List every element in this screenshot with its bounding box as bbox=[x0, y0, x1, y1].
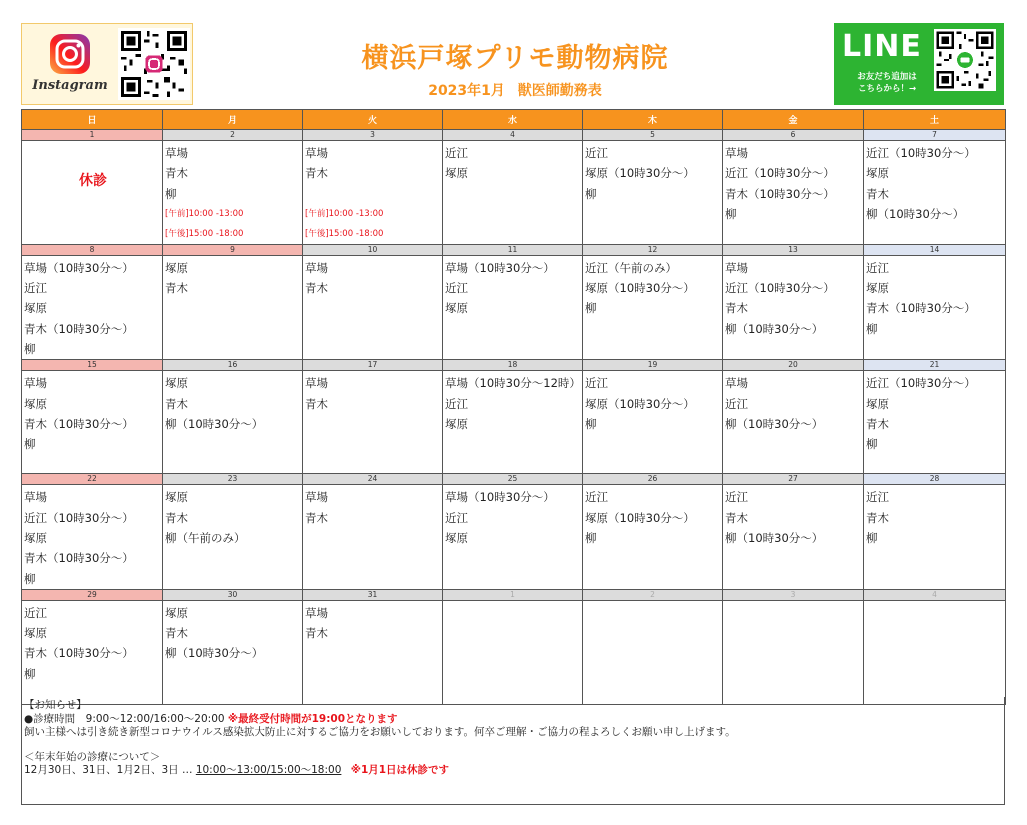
newyear-heading: ＜年末年始の診療について＞ bbox=[24, 750, 161, 763]
vet-entry: 塚原 bbox=[165, 605, 188, 620]
day-cell bbox=[303, 600, 443, 704]
day-cell bbox=[22, 371, 163, 474]
day-cell bbox=[864, 485, 1006, 589]
vet-entry: 柳（10時30分～） bbox=[725, 416, 824, 431]
schedule-row bbox=[22, 255, 1006, 359]
vet-entry: 近江（10時30分～） bbox=[725, 166, 835, 181]
date-number: 16 bbox=[163, 360, 303, 371]
vet-entry: 青木 bbox=[305, 281, 328, 296]
vet-entry: 柳 bbox=[165, 186, 177, 201]
vet-entry: 青木 bbox=[305, 396, 328, 411]
day-cell bbox=[864, 371, 1006, 474]
vet-entry: 近江 bbox=[445, 146, 468, 160]
line-label: LINE bbox=[842, 29, 922, 64]
date-number: 9 bbox=[163, 244, 303, 255]
page-title: 横浜戸塚プリモ動物病院 bbox=[361, 43, 669, 74]
vet-entry: 青木 bbox=[725, 510, 748, 525]
special-hours: [午前]10:00 -13:00 bbox=[165, 208, 244, 219]
duty-calendar bbox=[21, 109, 1006, 705]
vet-entry: 柳（10時30分～） bbox=[165, 416, 264, 431]
vet-entry: 近江 bbox=[725, 396, 748, 411]
vet-entry: 塚原 bbox=[165, 490, 188, 505]
date-row bbox=[22, 130, 1006, 141]
day-cell bbox=[443, 485, 583, 589]
vet-entry: 塚原 bbox=[165, 376, 188, 391]
date-number: 4 bbox=[443, 130, 583, 141]
vet-entry: 塚原（10時30分～） bbox=[585, 510, 695, 525]
day-cell bbox=[864, 255, 1006, 359]
date-number: 2 bbox=[163, 130, 303, 141]
newyear-hours: 10:00～13:00/15:00～18:00 bbox=[195, 764, 342, 776]
date-number: 8 bbox=[22, 244, 163, 255]
date-number: 3 bbox=[303, 130, 443, 141]
vet-entry: 草場 bbox=[725, 376, 748, 391]
special-hours: [午後]15:00 -18:00 bbox=[305, 228, 384, 239]
vet-entry: 柳 bbox=[866, 530, 878, 545]
vet-entry: 青木 bbox=[725, 301, 748, 316]
vet-entry: 近江 bbox=[24, 605, 47, 620]
vet-entry: 草場（10時30分～） bbox=[445, 490, 555, 505]
page-subtitle bbox=[330, 80, 700, 100]
special-hours: [午前]10:00 -13:00 bbox=[305, 208, 384, 219]
vet-entry: 柳（10時30分～） bbox=[165, 646, 264, 661]
date-number: 15 bbox=[22, 360, 163, 371]
vet-entry: 近江（10時30分～） bbox=[866, 146, 976, 160]
vet-entry: 近江 bbox=[585, 376, 608, 391]
day-cell bbox=[22, 255, 163, 359]
date-number: 26 bbox=[583, 474, 723, 485]
vet-entry: 柳 bbox=[24, 342, 36, 357]
day-cell bbox=[583, 371, 723, 474]
vet-entry: 柳（10時30分～） bbox=[725, 530, 824, 545]
vet-entry: 青木 bbox=[165, 281, 188, 296]
vet-entry: 塚原 bbox=[445, 166, 468, 181]
line-qr-banner[interactable] bbox=[834, 23, 1004, 105]
day-cell bbox=[303, 371, 443, 474]
vet-entry: 柳（午前のみ） bbox=[165, 530, 246, 545]
day-cell bbox=[443, 141, 583, 245]
date-number: 5 bbox=[583, 130, 723, 141]
day-cell bbox=[443, 371, 583, 474]
subtitle-doc: 獣医師勤務表 bbox=[517, 83, 602, 99]
day-cell bbox=[22, 600, 163, 704]
vet-entry: 柳 bbox=[725, 206, 737, 221]
vet-entry: 青木 bbox=[165, 510, 188, 525]
vet-entry: 塚原 bbox=[24, 626, 47, 641]
schedule-row bbox=[22, 485, 1006, 589]
date-row bbox=[22, 244, 1006, 255]
date-number: 13 bbox=[723, 244, 864, 255]
date-number: 2 bbox=[583, 589, 723, 600]
day-cell bbox=[303, 485, 443, 589]
weekday-sun: 日 bbox=[22, 110, 163, 130]
date-number: 11 bbox=[443, 244, 583, 255]
date-number: 19 bbox=[583, 360, 723, 371]
schedule-row bbox=[22, 371, 1006, 474]
vet-entry: 青木 bbox=[305, 626, 328, 641]
vet-entry: 塚原 bbox=[445, 530, 468, 545]
day-cell bbox=[303, 141, 443, 245]
date-row bbox=[22, 360, 1006, 371]
schedule-row bbox=[22, 600, 1006, 704]
date-number: 29 bbox=[22, 589, 163, 600]
schedule-row bbox=[22, 141, 1006, 245]
notice-hours: ●診療時間 9:00～12:00/16:00～20:00 ※最終受付時間が19:00となります bbox=[24, 712, 398, 725]
date-number: 30 bbox=[163, 589, 303, 600]
date-row bbox=[22, 474, 1006, 485]
weekday-thu: 木 bbox=[583, 110, 723, 130]
vet-entry: 柳 bbox=[866, 437, 878, 452]
instagram-qr-banner[interactable] bbox=[21, 23, 193, 105]
date-number: 31 bbox=[303, 589, 443, 600]
vet-entry: 近江 bbox=[24, 281, 47, 296]
date-row bbox=[22, 589, 1006, 600]
subtitle-month: 2023年1月 bbox=[428, 83, 505, 99]
day-cell bbox=[163, 255, 303, 359]
notice-hours-alert: ※最終受付時間が19:00となります bbox=[227, 712, 398, 725]
vet-entry: 柳（10時30分～） bbox=[866, 206, 965, 221]
special-hours: [午後]15:00 -18:00 bbox=[165, 228, 244, 239]
day-cell bbox=[303, 255, 443, 359]
date-number: 21 bbox=[864, 360, 1006, 371]
notice-box bbox=[21, 697, 1005, 805]
notice-request: 飼い主様へは引き続き新型コロナウイルス感染拡大防止に対するご協力をお願いしております。何卒ご理解・ご協力の程よろしくお願い申し上げます。 bbox=[24, 726, 736, 738]
day-cell bbox=[583, 600, 723, 704]
vet-entry: 塚原 bbox=[165, 260, 188, 275]
day-cell bbox=[723, 141, 864, 245]
vet-entry: 近江（午前のみ） bbox=[585, 260, 677, 275]
date-number: 17 bbox=[303, 360, 443, 371]
vet-entry: 近江（10時30分～） bbox=[24, 510, 134, 525]
vet-entry: 柳 bbox=[585, 301, 597, 316]
date-number: 7 bbox=[864, 130, 1006, 141]
closed-label: 休診 bbox=[79, 173, 107, 189]
vet-entry: 青木 bbox=[305, 510, 328, 525]
vet-entry: 青木（10時30分～） bbox=[24, 646, 134, 661]
newyear-alert: ※1月1日は休診です bbox=[350, 764, 450, 776]
vet-entry: 草場 bbox=[305, 260, 328, 275]
vet-entry: 草場 bbox=[725, 260, 748, 275]
vet-entry: 塚原 bbox=[866, 166, 889, 181]
date-number: 10 bbox=[303, 244, 443, 255]
vet-entry: 近江（10時30分～） bbox=[725, 281, 835, 296]
vet-entry: 青木（10時30分～） bbox=[866, 301, 976, 316]
vet-entry: 塚原 bbox=[866, 281, 889, 296]
vet-entry: 塚原 bbox=[445, 416, 468, 431]
vet-entry: 近江 bbox=[445, 510, 468, 525]
weekday-sat: 土 bbox=[864, 110, 1006, 130]
day-cell bbox=[443, 600, 583, 704]
vet-entry: 塚原 bbox=[24, 530, 47, 545]
vet-entry: 塚原 bbox=[24, 396, 47, 411]
date-number: 6 bbox=[723, 130, 864, 141]
vet-entry: 近江 bbox=[725, 490, 748, 505]
vet-entry: 青木 bbox=[866, 510, 889, 525]
date-number: 12 bbox=[583, 244, 723, 255]
instagram-qr-code-icon[interactable] bbox=[118, 28, 190, 100]
vet-entry: 近江 bbox=[866, 490, 889, 505]
date-number: 3 bbox=[723, 589, 864, 600]
vet-entry: 青木（10時30分～） bbox=[725, 186, 835, 201]
date-number: 1 bbox=[443, 589, 583, 600]
vet-entry: 草場 bbox=[725, 146, 748, 160]
weekday-tue: 火 bbox=[303, 110, 443, 130]
vet-entry: 塚原 bbox=[866, 396, 889, 411]
date-number: 28 bbox=[864, 474, 1006, 485]
day-cell bbox=[723, 600, 864, 704]
day-cell bbox=[864, 141, 1006, 245]
vet-entry: 近江 bbox=[585, 490, 608, 505]
date-number: 18 bbox=[443, 360, 583, 371]
day-cell bbox=[163, 600, 303, 704]
vet-entry: 塚原（10時30分～） bbox=[585, 281, 695, 296]
vet-entry: 草場 bbox=[305, 146, 328, 160]
vet-entry: 近江 bbox=[445, 396, 468, 411]
notice-heading: 【お知らせ】 bbox=[24, 699, 87, 711]
vet-entry: 柳 bbox=[24, 666, 36, 681]
day-cell bbox=[723, 255, 864, 359]
vet-entry: 柳（10時30分～） bbox=[725, 321, 824, 336]
newyear-schedule: 12月30日、31日、1月2日、3日 … 10:00～13:00/15:00～18:00 ※1月1日は休診です bbox=[24, 764, 450, 776]
date-number: 27 bbox=[723, 474, 864, 485]
vet-entry: 柳 bbox=[585, 186, 597, 201]
weekday-fri: 金 bbox=[723, 110, 864, 130]
vet-entry: 草場（10時30分～） bbox=[24, 260, 134, 275]
instagram-label: Instagram bbox=[32, 78, 108, 93]
vet-entry: 柳 bbox=[24, 571, 36, 586]
date-number: 24 bbox=[303, 474, 443, 485]
vet-entry: 塚原 bbox=[24, 301, 47, 316]
vet-entry: 柳 bbox=[866, 321, 878, 336]
vet-entry: 青木 bbox=[866, 416, 889, 431]
day-cell bbox=[723, 485, 864, 589]
day-cell bbox=[864, 600, 1006, 704]
date-number: 14 bbox=[864, 244, 1006, 255]
date-number: 20 bbox=[723, 360, 864, 371]
vet-entry bbox=[305, 184, 442, 204]
day-cell bbox=[583, 255, 723, 359]
day-cell bbox=[22, 141, 163, 245]
vet-entry: 青木（10時30分～） bbox=[24, 321, 134, 336]
vet-entry: 柳 bbox=[24, 437, 36, 452]
vet-entry: 近江 bbox=[585, 146, 608, 160]
date-number: 22 bbox=[22, 474, 163, 485]
vet-entry: 草場 bbox=[24, 376, 47, 391]
vet-entry: 青木 bbox=[305, 166, 328, 181]
vet-entry: 草場（10時30分～） bbox=[445, 260, 555, 275]
vet-entry: 草場（10時30分～12時） bbox=[445, 376, 581, 391]
day-cell bbox=[22, 485, 163, 589]
vet-entry: 塚原（10時30分～） bbox=[585, 396, 695, 411]
vet-entry: 草場 bbox=[24, 490, 47, 505]
vet-entry: 草場 bbox=[165, 146, 188, 160]
line-qr-code-icon[interactable] bbox=[934, 29, 996, 91]
date-number: 1 bbox=[22, 130, 163, 141]
vet-entry: 草場 bbox=[305, 490, 328, 505]
weekday-mon: 月 bbox=[163, 110, 303, 130]
day-cell bbox=[723, 371, 864, 474]
day-cell bbox=[163, 371, 303, 474]
vet-entry: 柳 bbox=[585, 416, 597, 431]
vet-entry: 青木（10時30分～） bbox=[24, 416, 134, 431]
vet-entry: 塚原（10時30分～） bbox=[585, 166, 695, 181]
vet-entry: 近江 bbox=[866, 260, 889, 275]
vet-entry: 青木 bbox=[165, 166, 188, 181]
line-add-friend-text: お友だち追加は こちらから！→ bbox=[857, 72, 917, 94]
weekday-header-row bbox=[22, 110, 1006, 130]
vet-entry: 近江 bbox=[445, 281, 468, 296]
vet-entry: 近江（10時30分～） bbox=[866, 376, 976, 391]
vet-entry: 青木（10時30分～） bbox=[24, 551, 134, 566]
vet-entry: 草場 bbox=[305, 605, 328, 620]
vet-entry: 青木 bbox=[866, 186, 889, 201]
day-cell bbox=[583, 485, 723, 589]
vet-entry: 塚原 bbox=[445, 301, 468, 316]
vet-entry: 青木 bbox=[165, 396, 188, 411]
day-cell bbox=[583, 141, 723, 245]
vet-entry: 柳 bbox=[585, 530, 597, 545]
date-number: 4 bbox=[864, 589, 1006, 600]
day-cell bbox=[163, 141, 303, 245]
date-number: 23 bbox=[163, 474, 303, 485]
weekday-wed: 水 bbox=[443, 110, 583, 130]
day-cell bbox=[163, 485, 303, 589]
date-number: 25 bbox=[443, 474, 583, 485]
vet-entry: 草場 bbox=[305, 376, 328, 391]
day-cell bbox=[443, 255, 583, 359]
vet-entry: 青木 bbox=[165, 626, 188, 641]
